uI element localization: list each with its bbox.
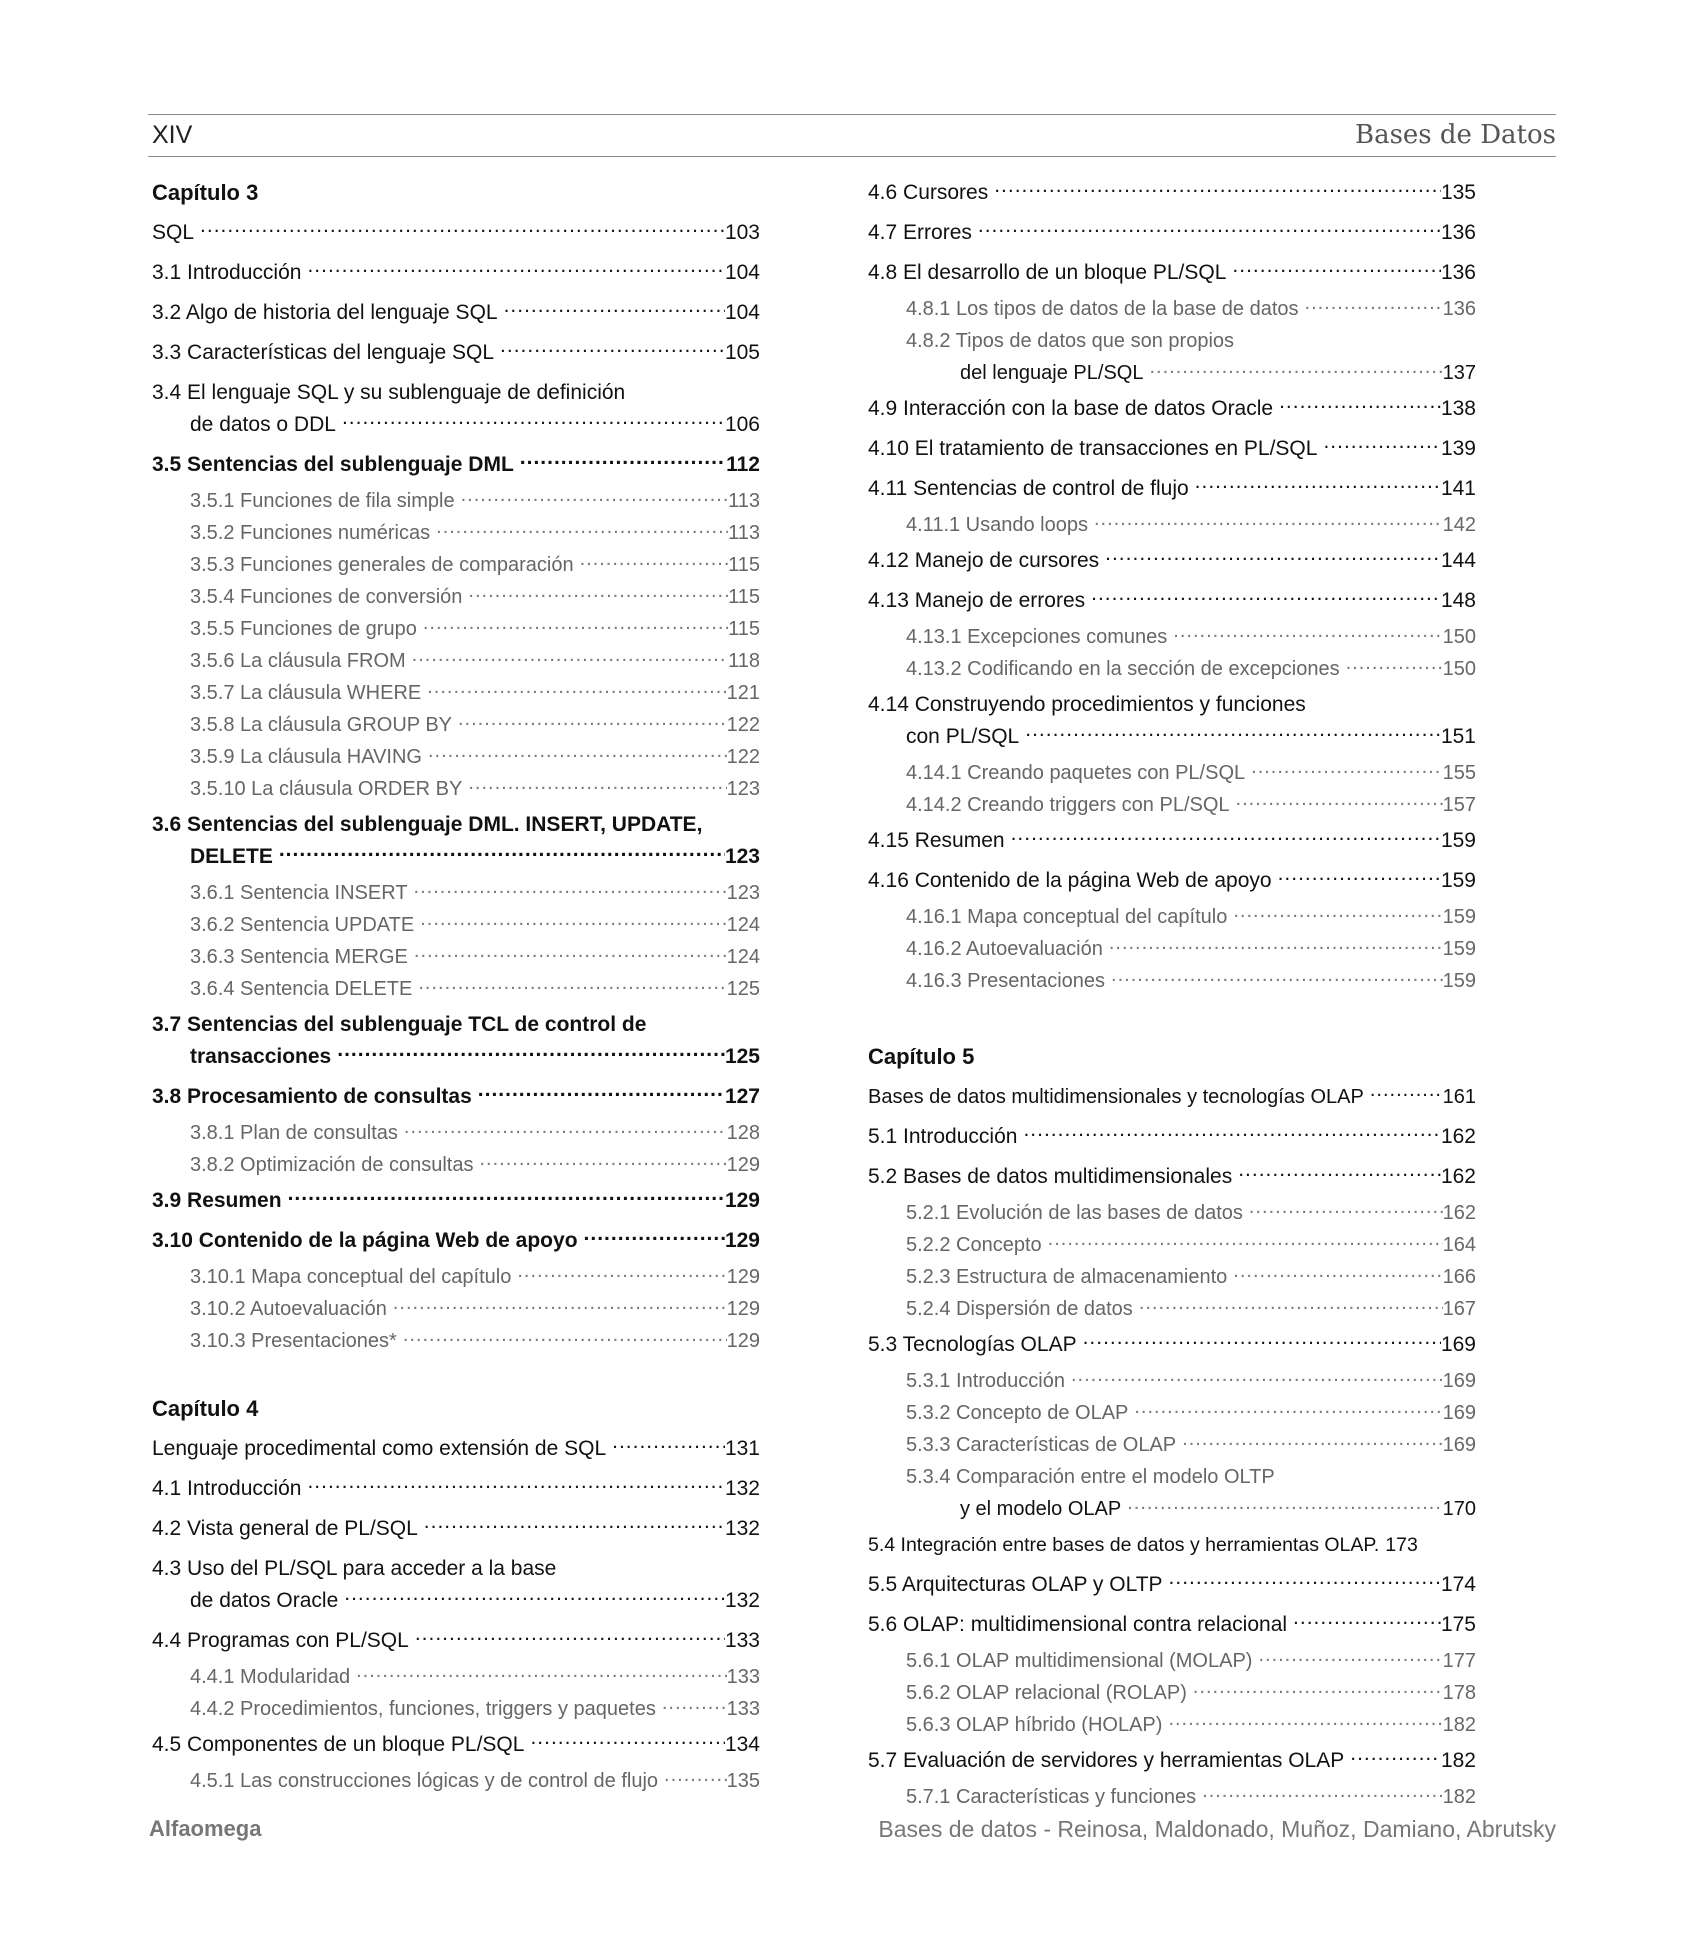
toc-subentry[interactable]: 3.5.6 La cláusula FROM ..... 118	[152, 645, 760, 677]
toc-subentry[interactable]: 5.3.2 Concepto de OLAP ..... 169	[868, 1397, 1476, 1429]
toc-subentry[interactable]: 5.3.3 Características de OLAP ..... 169	[868, 1429, 1476, 1461]
toc-entry[interactable]: 5.7 Evaluación de servidores y herramientas OLAP ..... 182	[868, 1741, 1476, 1781]
toc-entry[interactable]: Lenguaje procedimental como extensión de SQL ..... 131	[152, 1429, 760, 1469]
toc-subentry[interactable]: 3.5.5 Funciones de grupo ..... 115	[152, 613, 760, 645]
toc-entry[interactable]: 4.8 El desarrollo de un bloque PL/SQL ..... 136	[868, 253, 1476, 293]
toc-subentry[interactable]: 3.10.3 Presentaciones* ..... 129	[152, 1325, 760, 1357]
toc-left-column	[152, 173, 760, 1797]
toc-subentry[interactable]: 4.8.1 Los tipos de datos de la base de datos ..... 136	[868, 293, 1476, 325]
toc-subentry[interactable]: 3.8.2 Optimización de consultas ..... 129	[152, 1149, 760, 1181]
toc-subentry[interactable]: 5.6.3 OLAP híbrido (HOLAP) ..... 182	[868, 1709, 1476, 1741]
header-rule-bottom	[148, 156, 1556, 157]
toc-subentry[interactable]: 4.8.2 Tipos de datos que son propios del lenguaje PL/SQL ..... 137	[868, 325, 1476, 389]
toc-entry[interactable]: 5.5 Arquitecturas OLAP y OLTP ..... 174	[868, 1565, 1476, 1605]
chapter-heading: Capítulo 3	[152, 180, 259, 205]
toc-subentry[interactable]: 3.5.2 Funciones numéricas ..... 113	[152, 517, 760, 549]
toc-entry[interactable]: 4.15 Resumen ..... 159	[868, 821, 1476, 861]
toc-subentry[interactable]: 3.6.1 Sentencia INSERT ..... 123	[152, 877, 760, 909]
chapter-heading: Capítulo 5	[868, 1044, 975, 1069]
toc-subentry[interactable]: 3.5.4 Funciones de conversión ..... 115	[152, 581, 760, 613]
chapter-heading: Capítulo 4	[152, 1396, 259, 1421]
toc-entry[interactable]: 4.14 Construyendo procedimientos y funciones con PL/SQL ..... 151	[868, 685, 1476, 757]
toc-entry[interactable]: 4.7 Errores ..... 136	[868, 213, 1476, 253]
toc-entry[interactable]: 3.4 El lenguaje SQL y su sublenguaje de definición de datos o DDL ..... 106	[152, 373, 760, 445]
toc-subentry[interactable]: 3.5.1 Funciones de fila simple ..... 113	[152, 485, 760, 517]
toc-entry[interactable]: 4.5 Componentes de un bloque PL/SQL ..... 134	[152, 1725, 760, 1765]
toc-entry[interactable]: 5.6 OLAP: multidimensional contra relacional ..... 175	[868, 1605, 1476, 1645]
toc-subentry[interactable]: 3.10.1 Mapa conceptual del capítulo ..... 129	[152, 1261, 760, 1293]
toc-entry[interactable]: Bases de datos multidimensionales y tecnologías OLAP ..... 161	[868, 1077, 1476, 1117]
toc-subentry[interactable]: 5.6.2 OLAP relacional (ROLAP) ..... 178	[868, 1677, 1476, 1709]
toc-subentry[interactable]: 5.3.1 Introducción ..... 169	[868, 1365, 1476, 1397]
toc-subentry[interactable]: 3.6.3 Sentencia MERGE ..... 124	[152, 941, 760, 973]
toc-right-column	[868, 173, 1476, 1813]
toc-subentry[interactable]: 5.7.1 Características y funciones ..... 182	[868, 1781, 1476, 1813]
toc-subentry[interactable]: 4.13.2 Codificando en la sección de excepciones ..... 150	[868, 653, 1476, 685]
toc-entry[interactable]: 4.9 Interacción con la base de datos Oracle ..... 138	[868, 389, 1476, 429]
toc-subentry[interactable]: 5.6.1 OLAP multidimensional (MOLAP) ..... 177	[868, 1645, 1476, 1677]
toc-subentry[interactable]: 4.16.3 Presentaciones ..... 159	[868, 965, 1476, 997]
toc-subentry[interactable]: 5.2.2 Concepto ..... 164	[868, 1229, 1476, 1261]
toc-entry[interactable]: 4.4 Programas con PL/SQL ..... 133	[152, 1621, 760, 1661]
toc-entry[interactable]: 3.8 Procesamiento de consultas ..... 127	[152, 1077, 760, 1117]
toc-entry[interactable]: 3.9 Resumen ..... 129	[152, 1181, 760, 1221]
toc-subentry[interactable]: 3.5.3 Funciones generales de comparación ..... 115	[152, 549, 760, 581]
toc-subentry[interactable]: 3.5.7 La cláusula WHERE ..... 121	[152, 677, 760, 709]
toc-entry[interactable]: 3.7 Sentencias del sublenguaje TCL de control de transacciones ..... 125	[152, 1005, 760, 1077]
toc-subentry[interactable]: 3.6.2 Sentencia UPDATE ..... 124	[152, 909, 760, 941]
toc-subentry[interactable]: 5.2.4 Dispersión de datos ..... 167	[868, 1293, 1476, 1325]
toc-subentry[interactable]: 4.5.1 Las construcciones lógicas y de control de flujo ..... 135	[152, 1765, 760, 1797]
toc-entry[interactable]: 3.2 Algo de historia del lenguaje SQL ..... 104	[152, 293, 760, 333]
footer-publisher: Alfaomega	[149, 1816, 262, 1841]
toc-subentry[interactable]: 4.11.1 Usando loops ..... 142	[868, 509, 1476, 541]
toc-subentry[interactable]: 3.5.9 La cláusula HAVING ..... 122	[152, 741, 760, 773]
toc-subentry[interactable]: 4.16.1 Mapa conceptual del capítulo ..... 159	[868, 901, 1476, 933]
toc-entry[interactable]: 5.3 Tecnologías OLAP ..... 169	[868, 1325, 1476, 1365]
toc-entry[interactable]: 4.13 Manejo de errores ..... 148	[868, 581, 1476, 621]
toc-subentry[interactable]: 3.10.2 Autoevaluación ..... 129	[152, 1293, 760, 1325]
book-title: Bases de Datos	[1354, 120, 1556, 150]
toc-subentry[interactable]: 5.2.3 Estructura de almacenamiento ..... 166	[868, 1261, 1476, 1293]
toc-entry[interactable]: 4.16 Contenido de la página Web de apoyo ..... 159	[868, 861, 1476, 901]
toc-entry[interactable]: 4.3 Uso del PL/SQL para acceder a la base de datos Oracle ..... 132	[152, 1549, 760, 1621]
toc-subentry[interactable]: 5.2.1 Evolución de las bases de datos ..... 162	[868, 1197, 1476, 1229]
toc-entry[interactable]: 5.4 Integración entre bases de datos y herramientas OLAP. 173	[868, 1534, 1418, 1556]
toc-entry[interactable]: 5.2 Bases de datos multidimensionales ..... 162	[868, 1157, 1476, 1197]
toc-entry[interactable]: SQL ..... 103	[152, 213, 760, 253]
toc-subentry[interactable]: 4.4.1 Modularidad ..... 133	[152, 1661, 760, 1693]
toc-entry[interactable]: 4.2 Vista general de PL/SQL ..... 132	[152, 1509, 760, 1549]
footer-citation: Bases de datos - Reinosa, Maldonado, Muñoz, Damiano, Abrutsky	[878, 1816, 1556, 1842]
toc-entry[interactable]: 4.12 Manejo de cursores ..... 144	[868, 541, 1476, 581]
toc-entry[interactable]: 3.1 Introducción ..... 104	[152, 253, 760, 293]
toc-subentry[interactable]: 5.3.4 Comparación entre el modelo OLTP y el modelo OLAP ..... 170	[868, 1461, 1476, 1525]
toc-subentry[interactable]: 3.6.4 Sentencia DELETE ..... 125	[152, 973, 760, 1005]
toc-subentry[interactable]: 4.13.1 Excepciones comunes ..... 150	[868, 621, 1476, 653]
toc-subentry[interactable]: 4.16.2 Autoevaluación ..... 159	[868, 933, 1476, 965]
toc-entry[interactable]: 4.1 Introducción ..... 132	[152, 1469, 760, 1509]
toc-entry[interactable]: 5.1 Introducción ..... 162	[868, 1117, 1476, 1157]
toc-entry[interactable]: 3.3 Características del lenguaje SQL ..... 105	[152, 333, 760, 373]
toc-subentry[interactable]: 3.8.1 Plan de consultas ..... 128	[152, 1117, 760, 1149]
toc-entry[interactable]: 4.11 Sentencias de control de flujo ..... 141	[868, 469, 1476, 509]
toc-entry[interactable]: 3.5 Sentencias del sublenguaje DML ..... 112	[152, 445, 760, 485]
toc-entry[interactable]: 3.6 Sentencias del sublenguaje DML. INSERT, UPDATE, DELETE ..... 123	[152, 805, 760, 877]
toc-subentry[interactable]: 4.14.1 Creando paquetes con PL/SQL ..... 155	[868, 757, 1476, 789]
toc-subentry[interactable]: 4.14.2 Creando triggers con PL/SQL ..... 157	[868, 789, 1476, 821]
header-rule-top	[148, 114, 1556, 115]
toc-entry[interactable]: 4.6 Cursores ..... 135	[868, 173, 1476, 213]
toc-subentry[interactable]: 4.4.2 Procedimientos, funciones, triggers y paquetes ..... 133	[152, 1693, 760, 1725]
toc-subentry[interactable]: 3.5.8 La cláusula GROUP BY ..... 122	[152, 709, 760, 741]
page-number: XIV	[152, 121, 193, 149]
toc-entry[interactable]: 3.10 Contenido de la página Web de apoyo ..... 129	[152, 1221, 760, 1261]
toc-entry[interactable]: 4.10 El tratamiento de transacciones en PL/SQL ..... 139	[868, 429, 1476, 469]
toc-subentry[interactable]: 3.5.10 La cláusula ORDER BY ..... 123	[152, 773, 760, 805]
